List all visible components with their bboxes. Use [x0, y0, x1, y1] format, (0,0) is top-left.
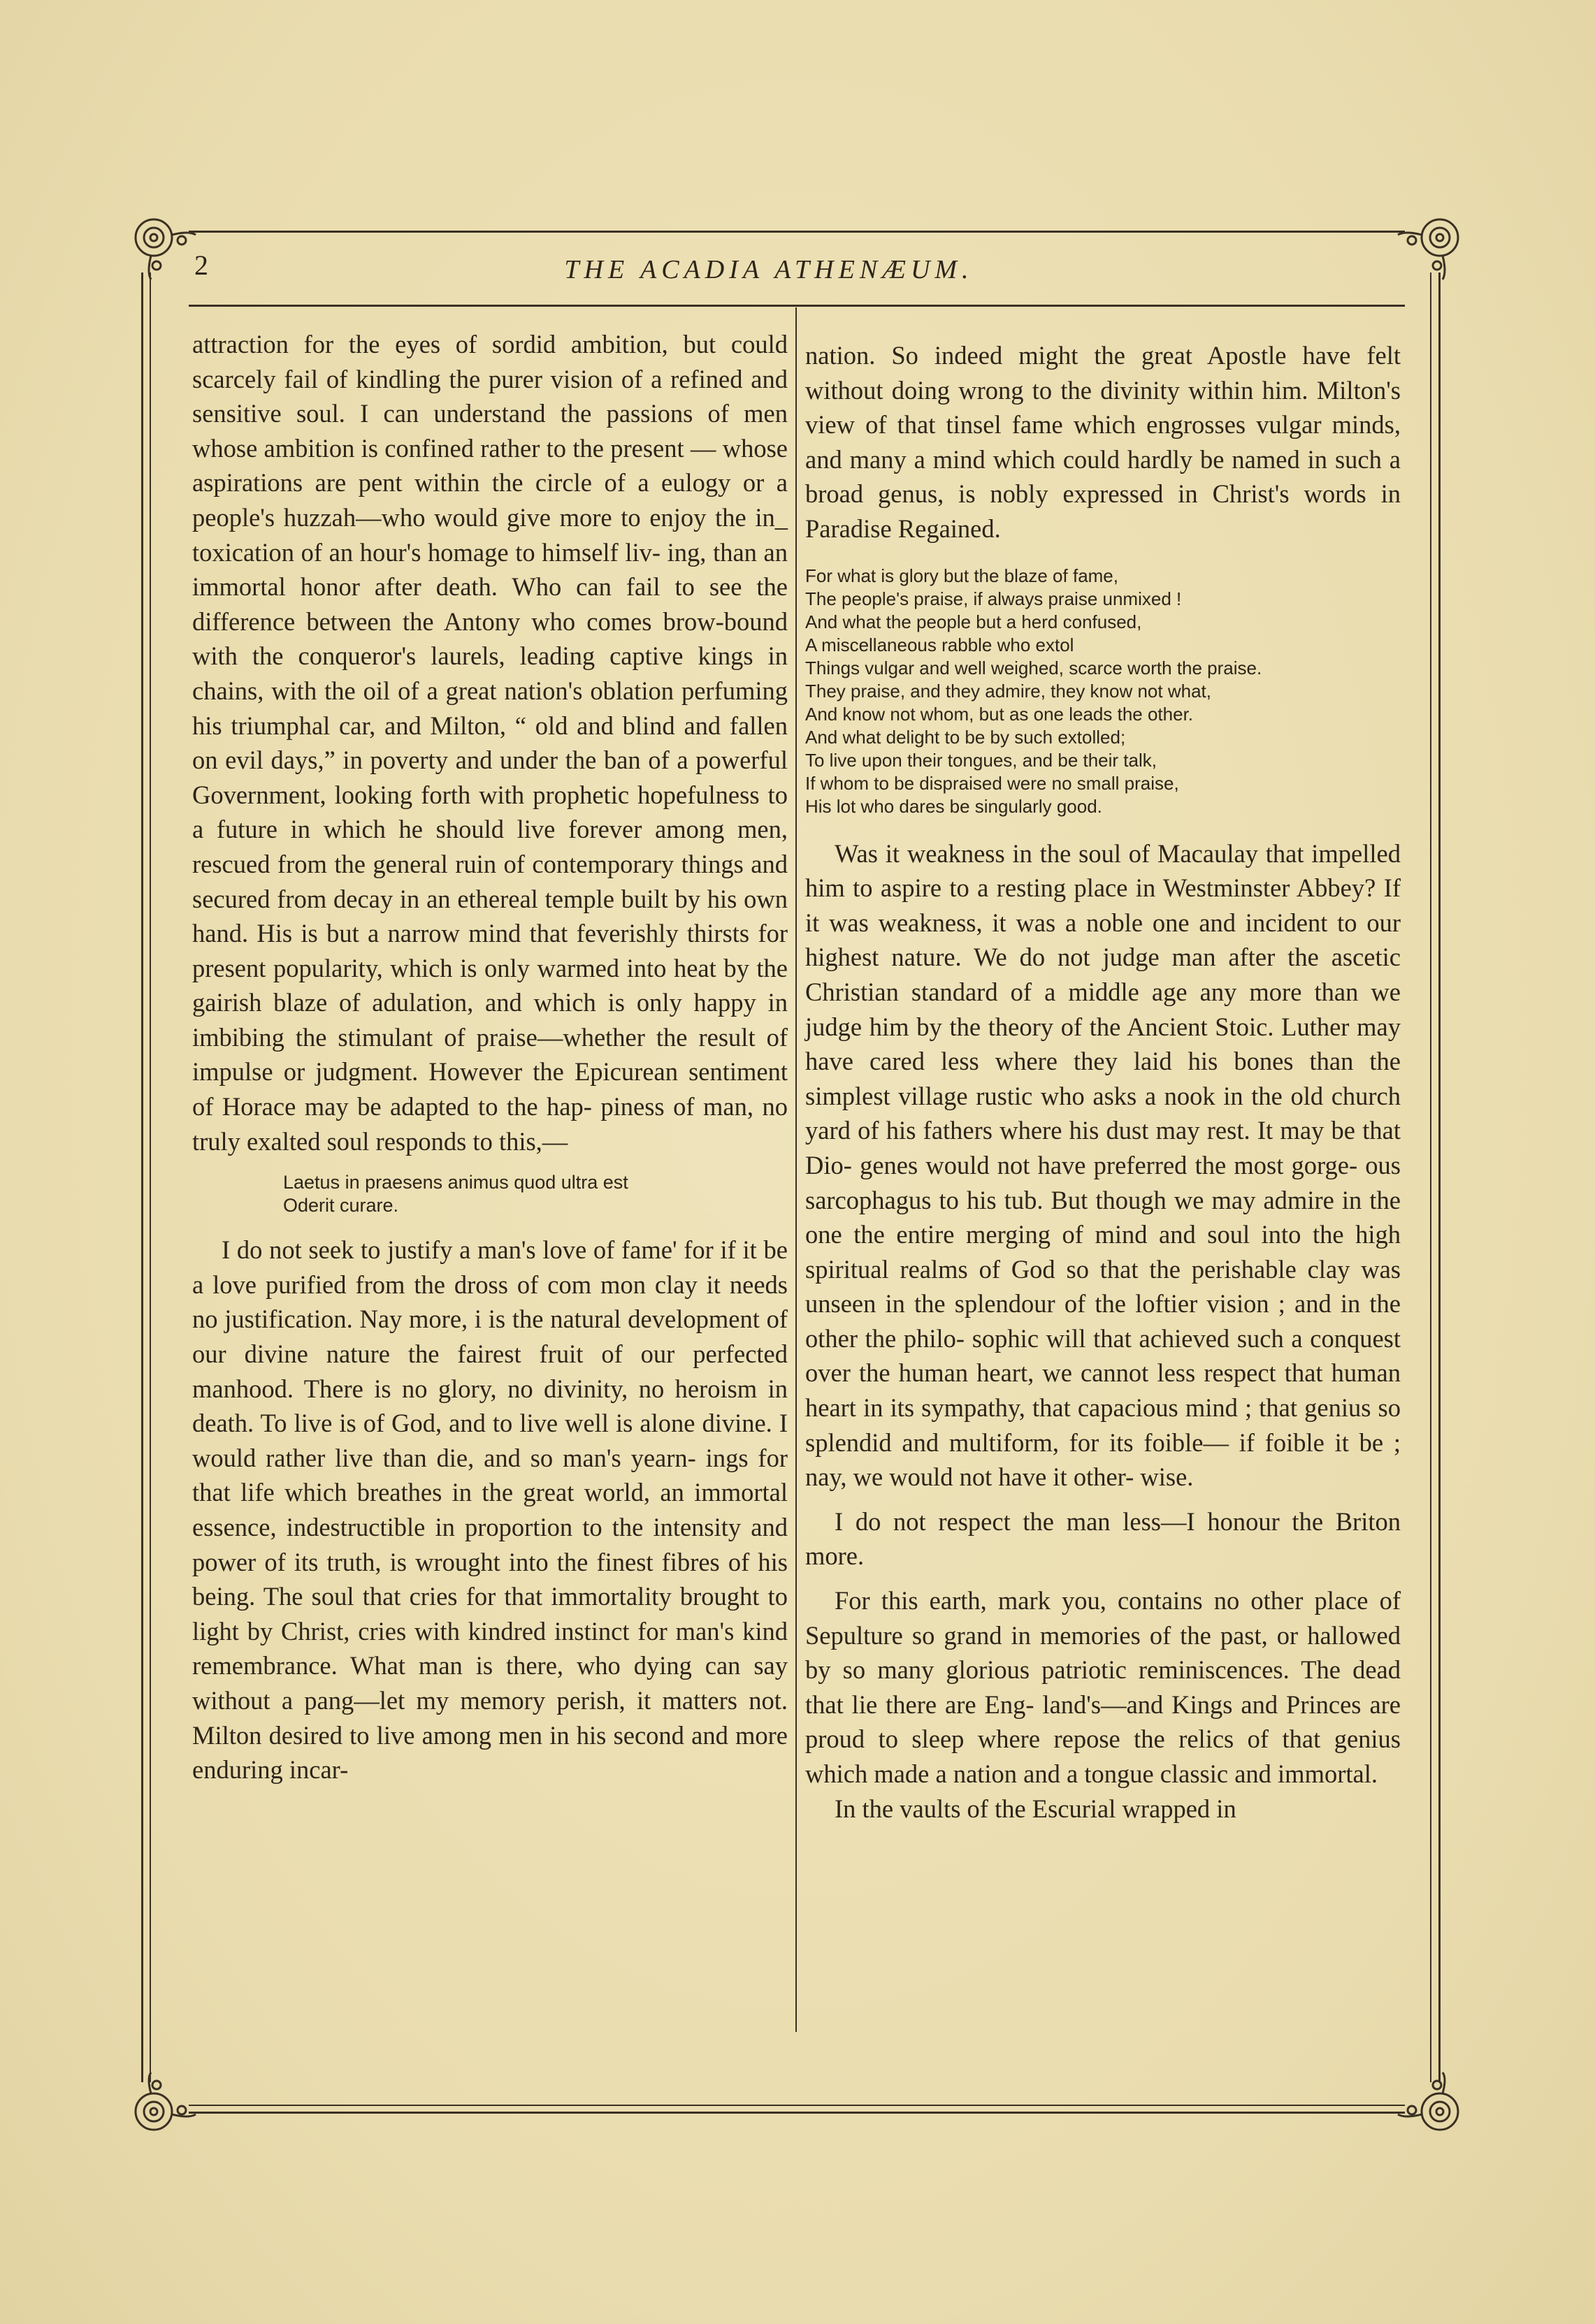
- page-number: 2: [194, 249, 209, 281]
- verse-line: To live upon their tongues, and be their talk,: [805, 749, 1157, 771]
- left-border-rule-inner: [150, 273, 151, 2082]
- left-paragraph-1: attraction for the eyes of sordid ambition, but could scarcely fail of kindling the purer vision of a refined and sensitive soul. I can understand the passions of men whose ambition is confined rather to the present — whose aspirations are pent within the circle of a eulogy or a people's huzzah—who would give more to enjoy the in_ toxication of an hour's homage to himself liv- ing, than an immortal honor after death. Who can fail to see the difference between the Antony who comes brow-bound with the conqueror's laurels, leading captive kings in chains, with the oil of a great nation's oblation perfuming his triumphal car, and Milton, “ old and blind and fallen on evil days,” in poverty and under the ban of a powerful Government, looking forth with prophetic hopefulness to a future in which he should live forever among men, rescued from the general ruin of contemporary things and secured from decay in an ethereal temple built by his own hand. His is but a narrow mind that feverishly thirsts for present popularity, which is only warmed into heat by the gairish blaze of adulation, and which is only happy in imbibing the stimulant of praise—whether the result of impulse or judgment. However the Epicurean sentiment of Horace may be adapted to the hap- piness of man, no truly exalted soul responds to this,—: [192, 330, 788, 1156]
- header-underline-rule: [189, 305, 1405, 307]
- right-border-rule: [1438, 273, 1441, 2082]
- scroll-ornament-top-left: [126, 210, 203, 286]
- right-column: [805, 338, 1401, 1826]
- verse-line: Things vulgar and well weighed, scarce worth the praise.: [805, 657, 1262, 678]
- verse-line: If whom to be dispraised were no small praise,: [805, 772, 1179, 794]
- bottom-border-rule-inner: [189, 2105, 1405, 2106]
- column-divider-rule: [795, 307, 797, 2032]
- verse-line: His lot who dares be singularly good.: [805, 795, 1102, 817]
- top-border-rule: [189, 231, 1405, 233]
- verse-line: And what the people but a herd confused,: [805, 611, 1142, 632]
- latin-line: Laetus in praesens animus quod ultra est: [283, 1172, 628, 1193]
- right-paragraph-4: For this earth, mark you, contains no other place of Sepulture so grand in memories of the past, or hallowed by so many glorious patriotic reminiscences. The dead that lie there are Eng- land's—and Kings and Princes are proud to sleep where repose the relics of that genius which made a nation and a tongue classic and immortal.: [805, 1586, 1401, 1788]
- right-paragraph-1: nation. So indeed might the great Apostle have felt without doing wrong to the divinity within him. Milton's view of that tinsel fame which engrosses vulgar minds, and many a mind which could hardly be named in such a broad genus, is nobly expressed in Christ's words in Paradise Regained.: [805, 341, 1401, 543]
- bottom-border-rule: [189, 2112, 1405, 2114]
- left-column: [192, 327, 788, 1787]
- scroll-ornament-bottom-right: [1391, 2068, 1468, 2145]
- right-paragraph-5: In the vaults of the Escurial wrapped in: [835, 1794, 1236, 1823]
- verse-line: And know not whom, but as one leads the other.: [805, 703, 1194, 725]
- scroll-ornament-bottom-left: [126, 2068, 203, 2145]
- scroll-ornament-top-right: [1391, 210, 1468, 286]
- verse-line: A miscellaneous rabble who extol: [805, 634, 1074, 655]
- verse-line: The people's praise, if always praise unmixed !: [805, 588, 1182, 609]
- verse-line: For what is glory but the blaze of fame,: [805, 565, 1118, 586]
- left-border-rule: [141, 273, 143, 2082]
- verse-quotation: [805, 565, 1401, 818]
- right-paragraph-3: I do not respect the man less—I honour the Briton more.: [805, 1506, 1401, 1571]
- right-border-rule-inner: [1430, 273, 1431, 2082]
- verse-line: And what delight to be by such extolled;: [805, 726, 1126, 748]
- running-title: THE ACADIA ATHENÆUM.: [564, 255, 974, 284]
- right-paragraph-2: Was it weakness in the soul of Macaulay that impelled him to aspire to a resting place in Westminster Abbey? If it was weakness, it was a noble one and incident to our highest nature. We do not judge man after the ascetic Christian standard of a middle age any more than we judge him by the theory of the Ancient Stoic. Luther may have cared less where they laid his bones than the simplest village rustic who asks a nook in the old church yard of his fathers where his dust may rest. It may be that Dio- genes would not have preferred the most gorge- ous sarcophagus to his tub. But though we may admire in the one the entire merging of mind and soul into the high spiritual realms of God so that the perishable clay was unseen in the splendour of the loftier vision ; and in the other the philo- sophic will that achieved such a conquest over the human heart, we cannot less respect that human heart in its sympathy, that capacious mind ; that genius so splendid and multiform, for its foible— if foible it be ; nay, we would not have it other- wise.: [805, 838, 1401, 1492]
- left-paragraph-2: I do not seek to justify a man's love of fame' for if it be a love purified from the dross of com mon clay it needs no justification. Nay more, i is the natural development of our divine nature the fairest fruit of our perfected manhood. There is no glory, no divinity, no heroism in death. To live is of God, and to live well is alone divine. I would rather live than die, and so man's yearn- ings for that life which breathes in the great world, an immortal essence, indestructible in proportion to the intensity and power of its truth, is wrought into the finest fibres of his being. The soul that cries for that immortality brought to light by Christ, cries with kindred instinct for man's kind remembrance. What man is there, who dying can say without a pang—let my memory perish, it matters not. Milton desired to live among men in his second and more enduring incar-: [192, 1235, 788, 1785]
- latin-quotation: [283, 1171, 788, 1217]
- verse-line: They praise, and they admire, they know not what,: [805, 680, 1211, 702]
- latin-line: Oderit curare.: [283, 1195, 399, 1217]
